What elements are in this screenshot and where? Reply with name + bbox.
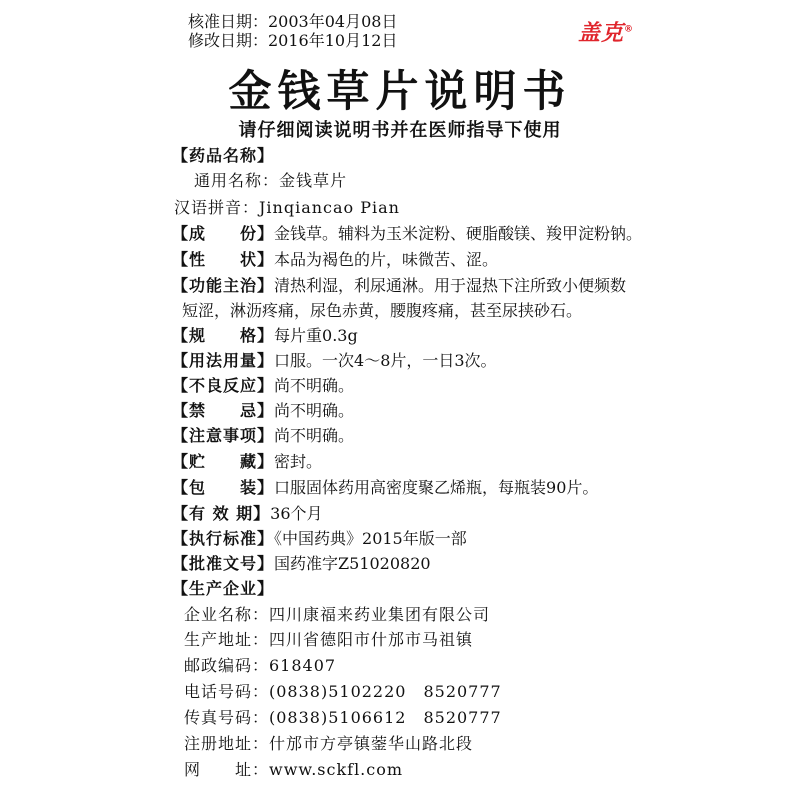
storage-text: 密封。 [274,452,323,471]
pinyin-name: 汉语拼音：Jinqiancao Pian [174,198,400,217]
specification-text: 每片重0.3g [274,326,358,345]
indications-text-line2: 短涩，淋沥疼痛，尿色赤黄，腰腹疼痛，甚至尿挟砂石。 [182,301,583,320]
packaging-heading: 【包 装】 [172,478,275,497]
adverse-reactions-heading: 【不良反应】 [172,376,275,395]
brand-logo [578,16,634,47]
standard-text: 《中国药典》2015年版一部 [274,529,467,548]
drug-name-heading: 【药品名称】 [172,146,275,165]
ingredients-heading: 【成 份】 [172,224,275,243]
specification-heading: 【规 格】 [172,326,275,345]
generic-name: 通用名称：金钱草片 [194,171,348,190]
fax-number: 传真号码：(0838)5106612 8520777 [184,708,502,727]
registered-trademark-mark: ® [624,24,635,35]
production-address: 生产地址：四川省德阳市什邡市马祖镇 [184,630,474,649]
registered-address: 注册地址：什邡市方亭镇蓥华山路北段 [184,734,474,753]
appearance-text: 本品为褐色的片，味微苦、涩。 [274,250,499,269]
dosage-text: 口服。一次4～8片，一日3次。 [274,351,497,370]
dosage-row [172,351,497,371]
shelf-life-row [172,504,323,524]
storage-heading: 【贮 藏】 [172,452,275,471]
website: 网 址：www.sckfl.com [184,760,404,779]
contraindications-row [172,401,354,421]
manufacturer-heading: 【生产企业】 [172,579,275,598]
packaging-text: 口服固体药用高密度聚乙烯瓶，每瓶装90片。 [274,478,599,497]
indications-row [172,276,626,296]
contraindications-text: 尚不明确。 [274,401,355,420]
postcode: 邮政编码：618407 [184,656,337,675]
indications-heading: 【功能主治】 [172,276,275,295]
document-subtitle: 请仔细阅读说明书并在医师指导下使用 [238,120,562,141]
adverse-reactions-row [172,376,354,396]
approval-date: 核准日期：2003年04月08日 [188,12,398,31]
specification-row [172,326,358,346]
adverse-reactions-text: 尚不明确。 [274,376,355,395]
document-title: 金钱草片说明书 [228,67,572,117]
standard-heading: 【执行标准】 [172,529,275,548]
brand-logo-text: 盖克 [578,21,625,46]
indications-text-line1: 清热利湿，利尿通淋。用于湿热下注所致小便频数 [274,276,627,295]
company-name: 企业名称：四川康福来药业集团有限公司 [184,605,491,624]
shelf-life-heading: 【有 效 期】 [172,504,271,523]
ingredients-text: 金钱草。辅料为玉米淀粉、硬脂酸镁、羧甲淀粉钠。 [274,224,643,243]
contraindications-heading: 【禁 忌】 [172,401,275,420]
storage-row [172,452,322,472]
approval-number-text: 国药准字Z51020820 [274,554,431,573]
standard-row [172,529,467,549]
precautions-row [172,426,354,446]
approval-number-row [172,554,431,574]
revision-date: 修改日期：2016年10月12日 [188,31,398,50]
appearance-row [172,250,498,270]
date-block [188,12,397,50]
shelf-life-text: 36个月 [270,504,323,523]
ingredients-row [172,224,642,244]
phone-number: 电话号码：(0838)5102220 8520777 [184,682,502,701]
appearance-heading: 【性 状】 [172,250,275,269]
approval-number-heading: 【批准文号】 [172,554,275,573]
precautions-text: 尚不明确。 [274,426,355,445]
dosage-heading: 【用法用量】 [172,351,275,370]
packaging-row [172,478,598,498]
precautions-heading: 【注意事项】 [172,426,275,445]
